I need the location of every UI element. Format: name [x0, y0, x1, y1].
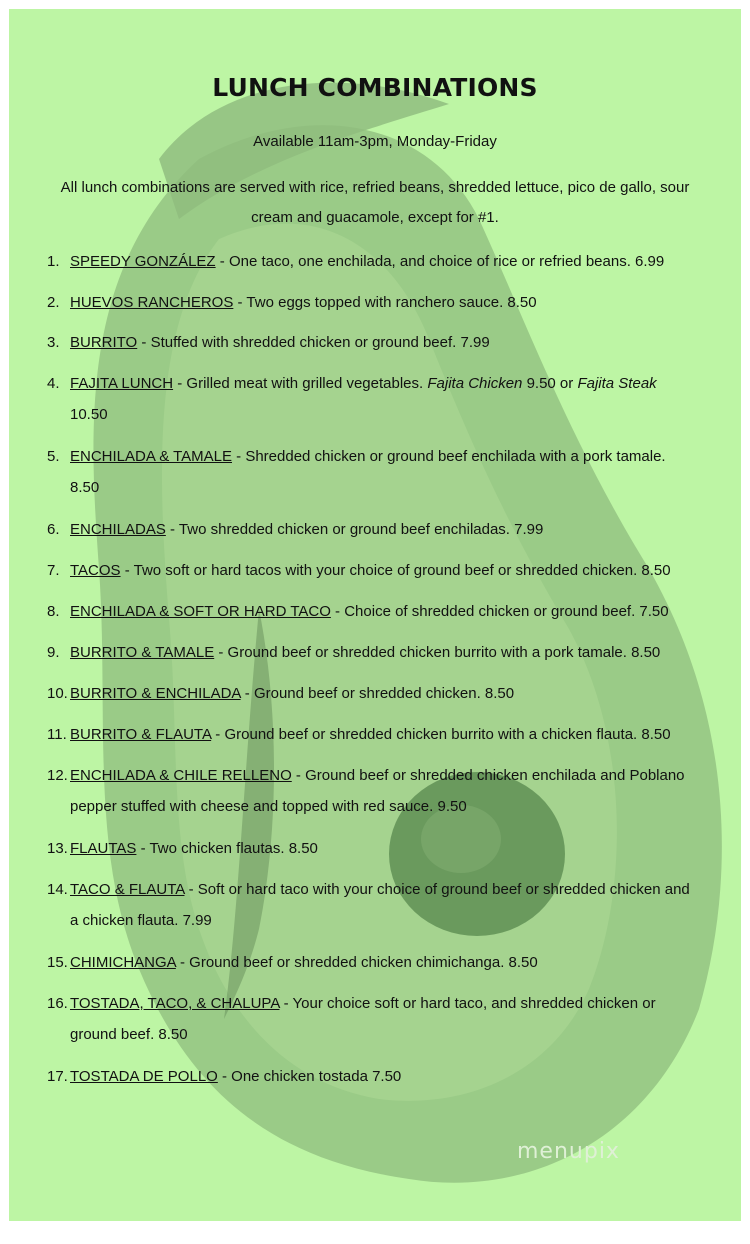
item-number: 13. — [47, 840, 68, 857]
item-description: - One taco, one enchilada, and choice of rice or refried beans. 6.99 — [215, 253, 665, 270]
item-number: 5. — [47, 448, 60, 465]
item-name: FLAUTAS — [70, 840, 137, 857]
item-option: Fajita Steak — [577, 375, 657, 392]
item-name: ENCHILADA & SOFT OR HARD TACO — [70, 603, 331, 620]
item-number: 16. — [47, 995, 68, 1012]
item-number: 6. — [47, 521, 60, 538]
menu-item — [47, 637, 697, 668]
item-name: TACO & FLAUTA — [70, 881, 185, 898]
item-number: 7. — [47, 562, 60, 579]
item-name: CHIMICHANGA — [70, 954, 176, 971]
item-name: FAJITA LUNCH — [70, 375, 174, 392]
item-description: - Two shredded chicken or ground beef enchiladas. 7.99 — [165, 521, 544, 538]
item-description: - One chicken tostada 7.50 — [217, 1068, 402, 1085]
menu-item — [47, 246, 697, 277]
item-name: TACOS — [70, 562, 121, 579]
item-description: - Ground beef or shredded chicken burrito with a chicken flauta. 8.50 — [211, 726, 671, 743]
item-number: 8. — [47, 603, 60, 620]
item-description: - Soft or hard taco with your choice of ground beef or shredded chicken and a chicken flauta. 7.99 — [70, 881, 690, 929]
menu-item — [47, 368, 697, 430]
item-number: 9. — [47, 644, 60, 661]
item-number: 2. — [47, 294, 60, 311]
item-price: 9.50 or — [522, 375, 578, 392]
item-description: - Grilled meat with grilled vegetables. — [173, 375, 428, 392]
menu-item — [47, 514, 697, 545]
item-name: TOSTADA, TACO, & CHALUPA — [70, 995, 280, 1012]
menu-item — [47, 678, 697, 709]
item-description: - Shredded chicken or ground beef enchilada with a pork tamale. 8.50 — [70, 448, 666, 496]
item-name: ENCHILADA & CHILE RELLENO — [70, 767, 292, 784]
item-name: BURRITO & FLAUTA — [70, 726, 212, 743]
item-description: - Ground beef or shredded chicken chimichanga. 8.50 — [175, 954, 538, 971]
item-number: 15. — [47, 954, 68, 971]
item-description: - Stuffed with shredded chicken or ground beef. 7.99 — [137, 334, 490, 351]
item-number: 11. — [47, 726, 67, 743]
availability-text: Available 11am-3pm, Monday-Friday — [253, 133, 497, 150]
item-name: ENCHILADAS — [70, 521, 166, 538]
item-description: - Two eggs topped with ranchero sauce. 8.50 — [233, 294, 537, 311]
menu-item — [47, 441, 697, 503]
item-price: 10.50 — [70, 406, 108, 423]
menu-item — [47, 596, 697, 627]
intro-text: All lunch combinations are served with rice, refried beans, shredded lettuce, pico de gallo, sour cream and guacamole, except for #1. — [60, 179, 690, 226]
item-number: 4. — [47, 375, 60, 392]
item-number: 10. — [47, 685, 68, 702]
menu-item — [47, 287, 697, 318]
item-name: BURRITO & TAMALE — [70, 644, 215, 661]
item-number: 3. — [47, 334, 60, 351]
menu-item — [47, 833, 697, 864]
item-description: - Your choice soft or hard taco, and shredded chicken or ground beef. 8.50 — [70, 995, 656, 1043]
menu-item — [47, 1061, 697, 1092]
item-name: BURRITO & ENCHILADA — [70, 685, 241, 702]
menupix-watermark: menupix — [517, 1139, 620, 1164]
menu-item — [47, 947, 697, 978]
item-number: 12. — [47, 767, 68, 784]
item-number: 17. — [47, 1068, 68, 1085]
item-number: 14. — [47, 881, 68, 898]
item-name: HUEVOS RANCHEROS — [70, 294, 234, 311]
menu-title: LUNCH COMBINATIONS — [212, 73, 538, 102]
item-description: - Ground beef or shredded chicken burrito with a pork tamale. 8.50 — [214, 644, 661, 661]
item-description: - Two chicken flautas. 8.50 — [136, 840, 318, 857]
item-name: TOSTADA DE POLLO — [70, 1068, 218, 1085]
item-name: BURRITO — [70, 334, 138, 351]
item-option: Fajita Chicken — [427, 375, 523, 392]
menu-item — [47, 874, 697, 936]
item-name: SPEEDY GONZÁLEZ — [70, 253, 216, 270]
menu-item — [47, 719, 697, 750]
menu-page — [9, 9, 741, 1221]
menu-item — [47, 555, 697, 586]
item-number: 1. — [47, 253, 60, 270]
item-description: - Ground beef or shredded chicken. 8.50 — [240, 685, 515, 702]
item-description: - Ground beef or shredded chicken enchilada and Poblano pepper stuffed with cheese and topped with red sauce. 9.50 — [70, 767, 685, 815]
menu-item — [47, 760, 697, 822]
item-name: ENCHILADA & TAMALE — [70, 448, 232, 465]
menu-item — [47, 988, 697, 1050]
item-description: - Two soft or hard tacos with your choice of ground beef or shredded chicken. 8.50 — [120, 562, 671, 579]
item-description: - Choice of shredded chicken or ground beef. 7.50 — [330, 603, 669, 620]
menu-item — [47, 327, 697, 358]
